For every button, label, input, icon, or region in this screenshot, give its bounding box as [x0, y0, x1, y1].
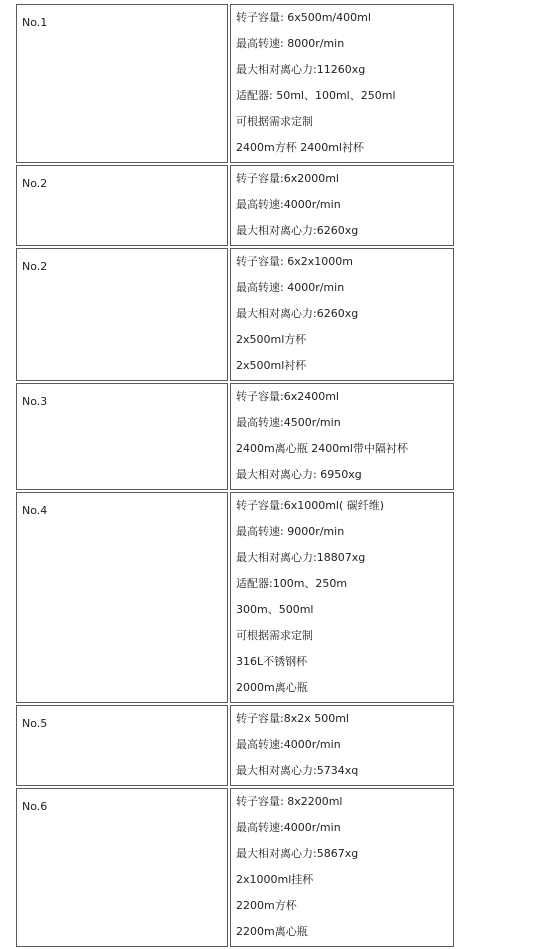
- specs-cell: [230, 492, 454, 703]
- table-row: [16, 705, 454, 786]
- model-number: No.2: [22, 177, 48, 190]
- spec-line: 最大相对离心力:18807xg: [236, 551, 366, 564]
- table-row: [16, 383, 454, 490]
- specs-cell: [230, 248, 454, 381]
- spec-line: 最大相对离心力:5734xq: [236, 764, 359, 777]
- spec-line: 转子容量:6x1000ml( 碳纤维): [236, 499, 385, 512]
- table-row: [16, 788, 454, 947]
- spec-line: 最高转速: 8000r/min: [236, 37, 345, 50]
- table-row: [16, 165, 454, 246]
- spec-line: 转子容量: 6x500m/400ml: [236, 11, 371, 24]
- model-cell: [16, 383, 228, 490]
- spec-line: 最大相对离心力: 6950xg: [236, 468, 362, 481]
- spec-line: 可根据需求定制: [236, 629, 313, 642]
- model-number: No.3: [22, 395, 48, 408]
- specs-cell: [230, 788, 454, 947]
- spec-line: 最高转速: 4000r/min: [236, 281, 345, 294]
- spec-line: 转子容量:8x2x 500ml: [236, 712, 349, 725]
- spec-line: 最大相对离心力:11260xg: [236, 63, 366, 76]
- model-cell: [16, 705, 228, 786]
- spec-line: 转子容量: 8x2200ml: [236, 795, 343, 808]
- spec-line: 转子容量:6x2000ml: [236, 172, 339, 185]
- specs-cell: [230, 383, 454, 490]
- spec-line: 2x500ml方杯: [236, 333, 307, 346]
- spec-line: 最高转速:4000r/min: [236, 198, 341, 211]
- model-number: No.6: [22, 800, 48, 813]
- spec-line: 适配器: 50ml、100ml、250ml: [236, 89, 396, 102]
- model-number: No.1: [22, 16, 48, 29]
- model-cell: [16, 4, 228, 163]
- spec-line: 最大相对离心力:6260xg: [236, 307, 359, 320]
- spec-line: 最高转速: 9000r/min: [236, 525, 345, 538]
- spec-line: 2400m离心瓶 2400ml带中隔衬杯: [236, 442, 408, 455]
- model-number: No.2: [22, 260, 48, 273]
- spec-line: 最高转速:4500r/min: [236, 416, 341, 429]
- spec-line: 316L不锈钢杯: [236, 655, 308, 668]
- table-row: [16, 492, 454, 703]
- spec-line: 2200m离心瓶: [236, 925, 308, 938]
- model-cell: [16, 788, 228, 947]
- spec-line: 最大相对离心力:6260xg: [236, 224, 359, 237]
- rotor-spec-table: [14, 2, 456, 949]
- model-number: No.5: [22, 717, 48, 730]
- model-cell: [16, 492, 228, 703]
- table-row: [16, 4, 454, 163]
- spec-line: 适配器:100m、250m: [236, 577, 348, 590]
- spec-line: 2x1000ml挂杯: [236, 873, 314, 886]
- spec-line: 最大相对离心力:5867xg: [236, 847, 359, 860]
- specs-cell: [230, 165, 454, 246]
- spec-line: 可根据需求定制: [236, 115, 313, 128]
- spec-line: 2400m方杯 2400ml衬杯: [236, 141, 364, 154]
- rotor-spec-table-body: [16, 4, 454, 947]
- spec-line: 最高转速:4000r/min: [236, 821, 341, 834]
- model-cell: [16, 248, 228, 381]
- spec-line: 300m、500ml: [236, 603, 314, 616]
- spec-line: 2200m方杯: [236, 899, 297, 912]
- spec-line: 转子容量: 6x2x1000m: [236, 255, 353, 268]
- spec-line: 最高转速:4000r/min: [236, 738, 341, 751]
- model-number: No.4: [22, 504, 48, 517]
- spec-line: 转子容量:6x2400ml: [236, 390, 339, 403]
- model-cell: [16, 165, 228, 246]
- specs-cell: [230, 705, 454, 786]
- specs-cell: [230, 4, 454, 163]
- table-row: [16, 248, 454, 381]
- spec-line: 2000m离心瓶: [236, 681, 308, 694]
- spec-line: 2x500ml衬杯: [236, 359, 307, 372]
